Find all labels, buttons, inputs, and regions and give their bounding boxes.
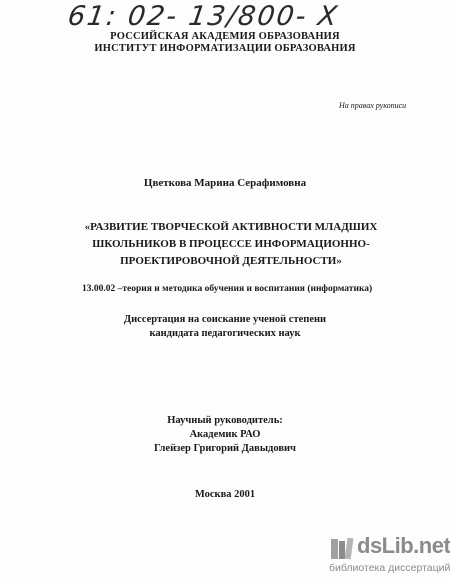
supervisor-label: Научный руководитель: xyxy=(167,415,283,426)
manuscript-rights-note: На правах рукописи xyxy=(339,101,407,110)
degree-line: кандидата педагогических наук xyxy=(149,328,301,339)
handwritten-catalog-code: 61: 02- 13/800- Х xyxy=(65,1,341,32)
academy-name: РОССИЙСКАЯ АКАДЕМИЯ ОБРАЗОВАНИЯ xyxy=(110,31,340,42)
degree-line: Диссертация на соискание ученой степени xyxy=(123,314,327,325)
degree-statement xyxy=(0,313,450,341)
scientific-supervisor xyxy=(0,414,450,456)
institute-name: ИНСТИТУТ ИНФОРМАТИЗАЦИИ ОБРАЗОВАНИЯ xyxy=(94,43,356,54)
dslib-brand: dsLib.net xyxy=(357,533,450,558)
dslib-subtitle: библиотека диссертаций xyxy=(329,562,450,574)
dslib-watermark[interactable] xyxy=(329,533,450,577)
dissertation-title xyxy=(70,219,392,270)
supervisor-name: Глейзер Григорий Давыдович xyxy=(154,443,296,454)
author-name: Цветкова Марина Серафимовна xyxy=(143,177,307,189)
specialty-code: 13.00.02 –теория и методика обучения и воспитания (информатика) xyxy=(82,284,373,294)
city-year: Москва 2001 xyxy=(194,489,256,500)
title-line: ШКОЛЬНИКОВ В ПРОЦЕССЕ ИНФОРМАЦИОННО- xyxy=(92,238,370,250)
dslib-logo-icon xyxy=(329,537,355,561)
title-line: «РАЗВИТИЕ ТВОРЧЕСКОЙ АКТИВНОСТИ МЛАДШИХ xyxy=(84,221,378,233)
title-line: ПРОЕКТИРОВОЧНОЙ ДЕЯТЕЛЬНОСТИ» xyxy=(120,255,342,267)
supervisor-rank: Академик РАО xyxy=(189,429,261,440)
